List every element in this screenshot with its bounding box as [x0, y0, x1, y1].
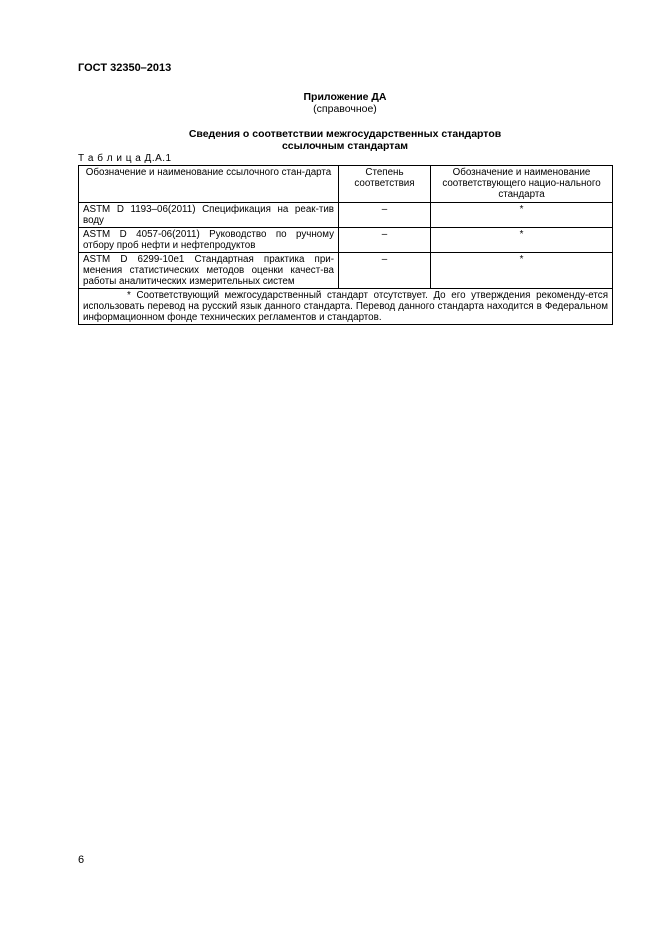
table-footnote — [79, 289, 613, 325]
reference-standard-cell: ASTM D 1193–06(2011) Спецификация на реак-тив воду — [79, 203, 339, 228]
column-header-degree: Степень соответствия — [339, 166, 431, 203]
document-code: ГОСТ 32350–2013 — [78, 62, 172, 74]
table-row — [79, 228, 613, 253]
table-footnote-row — [79, 289, 613, 325]
table-footnote-text: * Соответствующий межгосударственный стандарт отсутствует. До его утверждения рекоменду-ется использовать перевод на русский язык данного стандарта. Перевод данного стандарта находится в Федеральном информационном фонде технических регламентов и стандартов. — [83, 290, 608, 323]
annex-title: Приложение ДА — [303, 91, 387, 103]
table-header-row — [79, 166, 613, 203]
page-number: 6 — [78, 854, 85, 866]
annex-subtitle: (справочное) — [313, 103, 377, 115]
table-heading: Сведения о соответствии межгосударственных стандартов — [188, 128, 502, 140]
column-header-national: Обозначение и наименование соответствующего нацио-нального стандарта — [431, 166, 613, 203]
reference-standard-cell: ASTM D 6299-10e1 Стандартная практика при-менения статистических методов оценки качест-ва работы аналитических измерительных систем — [79, 253, 339, 289]
table-row — [79, 203, 613, 228]
national-standard-cell: * — [431, 203, 613, 228]
national-standard-cell: * — [431, 253, 613, 289]
table-row — [79, 253, 613, 289]
degree-cell: – — [339, 228, 431, 253]
reference-standard-cell: ASTM D 4057-06(2011) Руководство по ручному отбору проб нефти и нефтепродуктов — [79, 228, 339, 253]
national-standard-cell: * — [431, 228, 613, 253]
standards-correspondence-table — [78, 165, 613, 325]
degree-cell: – — [339, 253, 431, 289]
table-heading-continued: ссылочным стандартам — [281, 140, 409, 152]
degree-cell: – — [339, 203, 431, 228]
table-label: Т а б л и ц а Д.А.1 — [78, 153, 172, 164]
column-header-reference: Обозначение и наименование ссылочного стан-дарта — [79, 166, 339, 203]
